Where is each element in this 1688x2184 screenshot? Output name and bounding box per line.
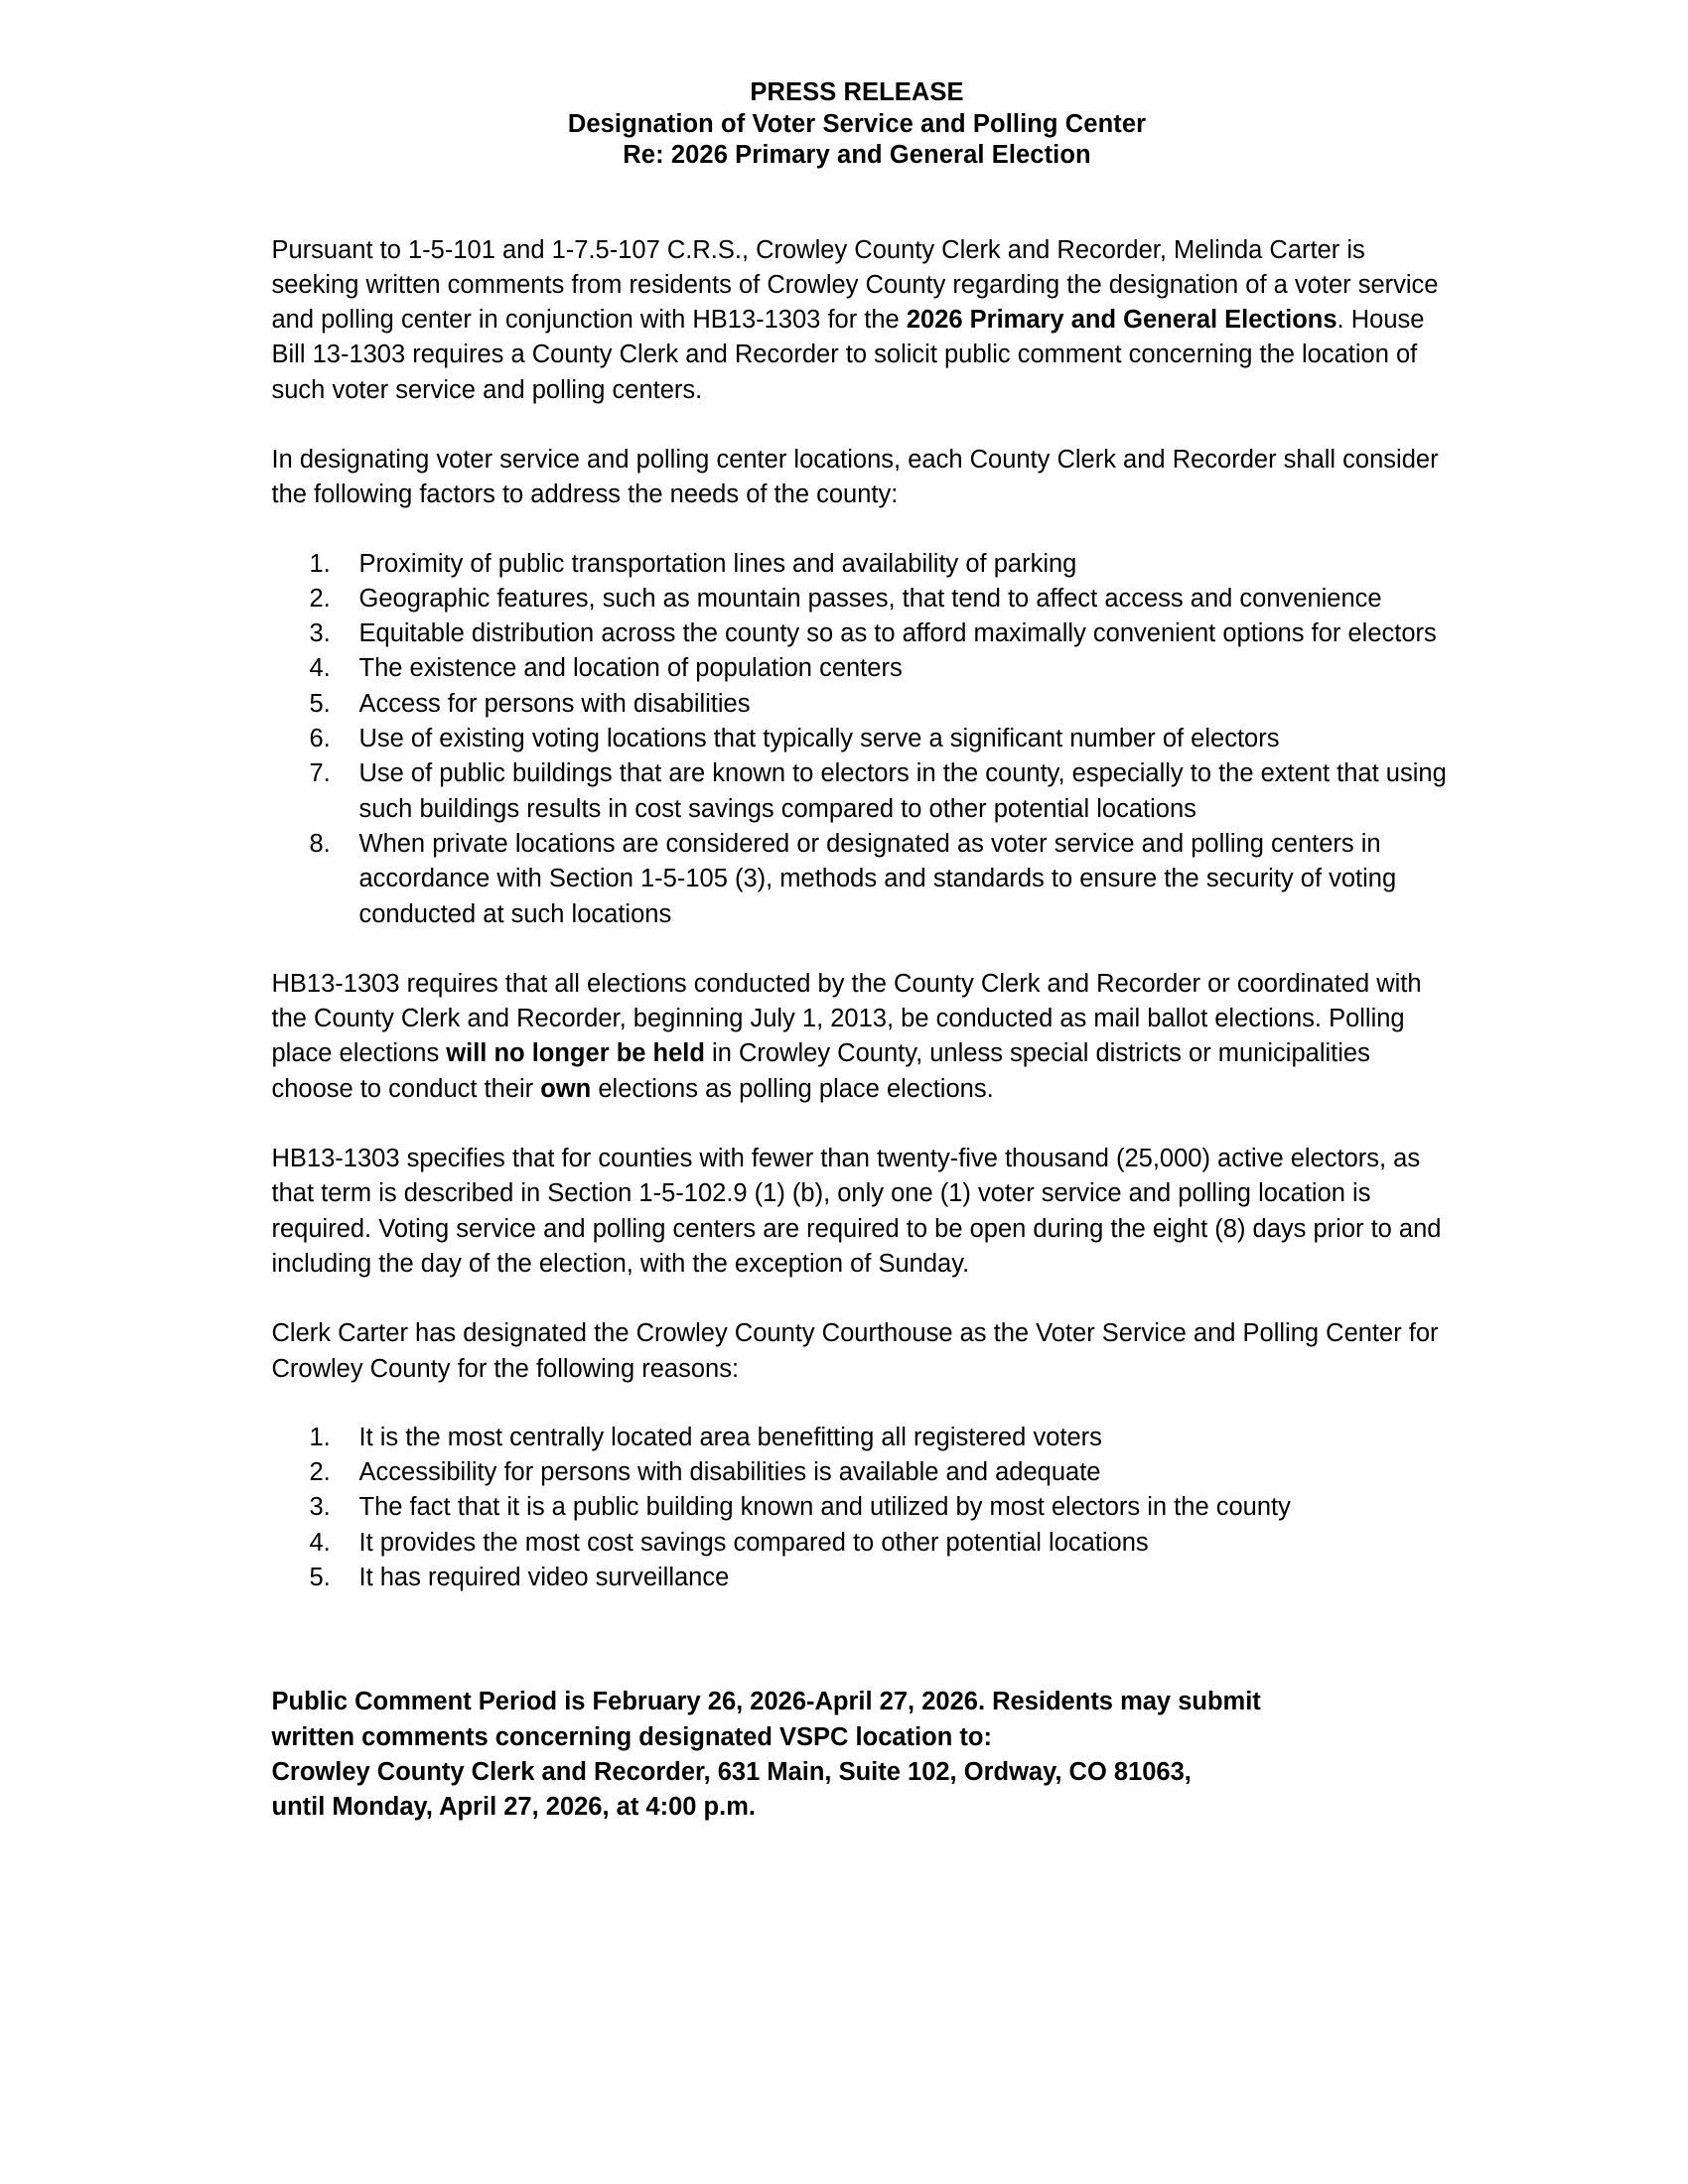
list-item-number: 2. — [309, 584, 331, 613]
heading-line-election: Re: 2026 Primary and General Election — [623, 141, 1091, 169]
list-item-number: 8. — [309, 829, 331, 858]
list-item — [272, 1421, 1449, 1455]
list-item-number: 7. — [309, 759, 331, 788]
list-item-text: When private locations are considered or designated as voter service and polling centers in accordance with Section 1-5-105 (3), methods and standards to ensure the security of voting conducted at such locations — [358, 829, 1397, 928]
public-comment-deadline-line: until Monday, April 27, 2026, at 4:00 p.m. — [271, 1793, 756, 1822]
paragraph-mail-ballot-part2: in Crowley County, unless special districts or municipalities choose to conduct their — [271, 1039, 1370, 1103]
list-item-number: 3. — [309, 619, 331, 648]
public-comment-address-line: Crowley County Clerk and Recorder, 631 Main, Suite 102, Ordway, CO 81063, — [271, 1757, 1192, 1786]
paragraph-active-electors: HB13-1303 specifies that for counties with fewer than twenty-five thousand (25,000) active electors, as that term is described in Section 1-5-102.9 (1) (b), only one (1) voter service and polling location is required. Voting service and polling centers are required to be open during the eight (8) days prior to and including the day of the election, with the exception of Sunday. — [271, 1145, 1442, 1278]
list-item-text: Proximity of public transportation lines and availability of parking — [358, 549, 1077, 578]
spacer — [272, 513, 1473, 547]
list-item-text: It provides the most cost savings compared to other potential locations — [358, 1528, 1149, 1557]
document-body — [216, 77, 1473, 1825]
list-item-number: 2. — [309, 1458, 331, 1487]
list-item — [272, 1455, 1449, 1490]
spacer — [272, 408, 1473, 443]
paragraph-designating-factors-intro: In designating voter service and polling center locations, each County Clerk and Recorder shall consider the following factors to address the needs of the county: — [271, 445, 1439, 509]
list-item-number: 1. — [309, 549, 331, 578]
public-comment-block — [272, 1685, 1449, 1825]
paragraph-pursuant-part2: . House Bill 13-1303 requires a County Clerk and Recorder to solicit public comment concerning the location of such voter service and polling centers. — [271, 306, 1425, 404]
public-comment-line-1: Public Comment Period is February 26, 2026-April 27, 2026. Residents may submit — [271, 1688, 1261, 1716]
public-comment-line-2: written comments concerning designated VSPC location to: — [271, 1722, 992, 1751]
paragraph-pursuant-bold-elections: 2026 Primary and General Elections — [906, 306, 1337, 335]
paragraph-mail-ballot — [272, 967, 1449, 1107]
heading-line-press-release: PRESS RELEASE — [750, 78, 964, 106]
list-item-text: It has required video surveillance — [358, 1564, 730, 1591]
list-item-text: Access for persons with disabilities — [358, 689, 751, 718]
list-item-number: 6. — [309, 725, 331, 753]
paragraph-courthouse-designation: Clerk Carter has designated the Crowley County Courthouse as the Voter Service and Polling Center for Crowley County for the following reasons: — [271, 1319, 1439, 1383]
list-item — [272, 827, 1449, 932]
list-item-number: 1. — [309, 1423, 331, 1451]
paragraph-mail-ballot-bold-no-longer-held: will no longer be held — [446, 1039, 705, 1068]
list-item — [272, 722, 1449, 756]
list-item-text: Geographic features, such as mountain passes, that tend to affect access and convenience — [358, 584, 1382, 613]
list-item — [272, 616, 1449, 651]
factors-list — [272, 547, 1449, 932]
reasons-list — [272, 1421, 1449, 1595]
paragraph-pursuant — [272, 233, 1449, 408]
list-item-text: Use of existing voting locations that typically serve a significant number of electors — [358, 725, 1280, 753]
paragraph-mail-ballot-part1: HB13-1303 requires that all elections conducted by the County Clerk and Recorder or coordinated with the County Clerk and Recorder, beginning July 1, 2013, be conducted as mail ballot elections. Polling place elections — [271, 969, 1422, 1068]
list-item — [272, 582, 1449, 616]
document-heading — [242, 77, 1473, 172]
spacer — [272, 1282, 1473, 1316]
list-item — [272, 687, 1449, 722]
paragraph-mail-ballot-part3: elections as polling place elections. — [591, 1074, 994, 1103]
list-item-text: The existence and location of population centers — [358, 654, 903, 683]
list-item-number: 3. — [309, 1493, 331, 1522]
list-item — [272, 651, 1449, 686]
heading-line-designation: Designation of Voter Service and Polling Center — [567, 109, 1147, 138]
spacer — [272, 1657, 1473, 1685]
list-item — [272, 756, 1449, 827]
spacer — [272, 1107, 1473, 1142]
list-item-text: Use of public buildings that are known to electors in the county, especially to the extent that using such buildings results in cost savings compared to other potential locations — [358, 759, 1447, 823]
list-item — [272, 1490, 1449, 1525]
list-item-text: The fact that it is a public building known and utilized by most electors in the county — [358, 1493, 1291, 1522]
paragraph-pursuant-part1: Pursuant to 1-5-101 and 1-7.5-107 C.R.S., Crowley County Clerk and Recorder, Melinda Carter is seeking written comments from residents of Crowley County regarding the designation of a voter service and polling center in conjunction with HB13-1303 for the — [271, 235, 1439, 335]
spacer — [272, 932, 1473, 967]
list-item-text: Equitable distribution across the county so as to afford maximally convenient options for electors — [358, 619, 1437, 648]
list-item-number: 5. — [309, 689, 331, 718]
paragraph-mail-ballot-bold-own: own — [540, 1074, 592, 1103]
list-item-number: 5. — [309, 1564, 331, 1591]
list-item — [272, 547, 1449, 582]
list-item-text: It is the most centrally located area benefitting all registered voters — [358, 1423, 1102, 1451]
list-item — [272, 1526, 1449, 1561]
spacer — [272, 172, 1473, 233]
list-item-text: Accessibility for persons with disabilities is available and adequate — [358, 1458, 1101, 1487]
list-item-number: 4. — [309, 1528, 331, 1557]
list-item — [272, 1561, 1449, 1595]
spacer — [272, 1387, 1473, 1421]
list-item-number: 4. — [309, 654, 331, 683]
spacer — [272, 1595, 1473, 1657]
